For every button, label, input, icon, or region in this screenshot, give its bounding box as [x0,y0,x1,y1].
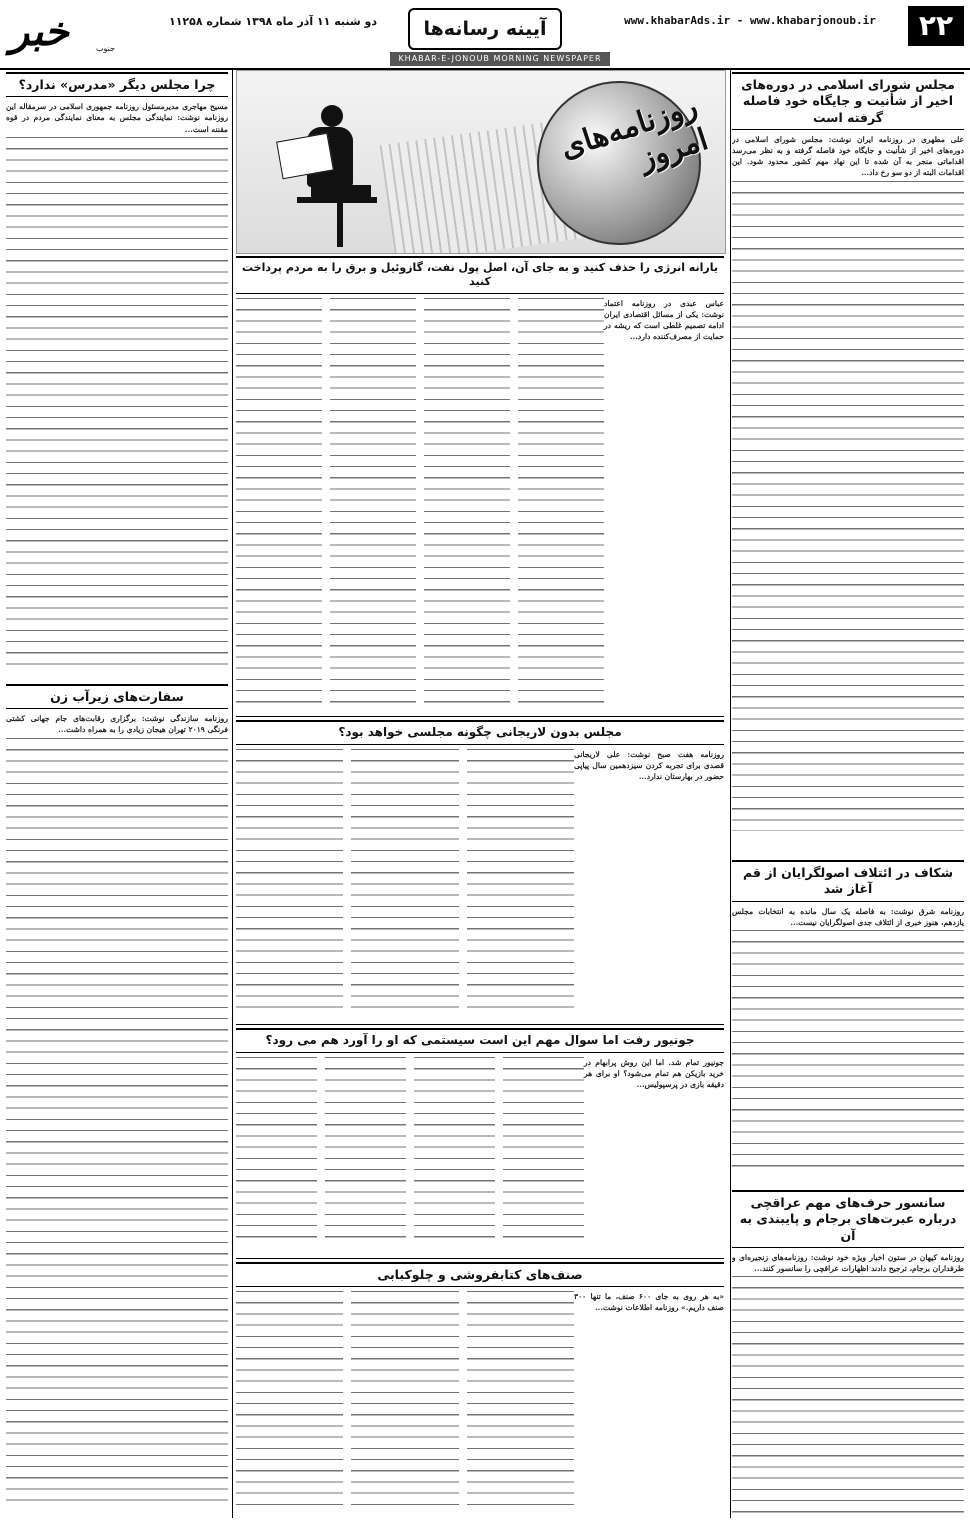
article-title: مجلس بدون لاریجانی چگونه مجلسی خواهد بود؟ [236,720,724,745]
article-left-bottom [6,684,228,1518]
article-title: مجلس شورای اسلامی در دوره‌های اخیر از شأنیت و جایگاه خود فاصله گرفته است [732,72,964,130]
row-divider [236,716,724,717]
article-body [732,1276,964,1518]
article-center-bottom [236,1262,724,1518]
article-title: شکاف در ائتلاف اصولگرایان از قم آغاز شد [732,860,964,902]
english-strap: KHABAR-E-JONOUB MORNING NEWSPAPER [390,52,610,66]
article-lead: علی مطهری در روزنامه ایران نوشت: مجلس شورای اسلامی در دوره‌های اخیر از شأنیت و جایگاه خود فاصله گرفته و به نظر می‌رسد اقداماتی منجر به آن شده تا این نهاد مهم کشور محدود شود. این اقدامات البته از دو سو رخ داد... [732,134,964,178]
article-title: سفارت‌های زیرآب زن [6,684,228,709]
issue-date: دو شنبه ۱۱ آذر ماه ۱۳۹۸ شماره ۱۱۲۵۸ [169,15,377,28]
article-lead: روزنامه شرق نوشت: به فاصله یک سال مانده به انتخابات مجلس یازدهم، هنوز خبری از ائتلاف جدی اصولگرایان نیست... [732,906,964,927]
logo-word: خبر [10,8,69,55]
page-number: ۲۲ [908,6,964,46]
row-divider [236,1258,724,1259]
logo-sub: جنوب [96,44,116,53]
article-left-top [6,72,228,680]
feature-graphic [236,70,726,254]
row-divider [236,1024,724,1025]
website-links[interactable]: www.khabarAds.ir - www.khabarjonoub.ir [624,14,876,27]
article-body [6,738,228,1508]
column-divider [232,70,233,1518]
article-lead: «به هر روی به جای ۶۰۰ صنف، ما تنها ۳۰۰ صنف داریم.» روزنامه اطلاعات نوشت... [574,1292,724,1313]
article-center-top [236,256,724,712]
article-title: سانسور حرف‌های مهم عراقچی درباره عبرت‌های برجام و پایبندی به آن [732,1190,964,1248]
article-lead: عباس عبدی در روزنامه اعتماد نوشت: یکی از مسائل اقتصادی ایران ادامه تصمیم غلطی است که ریشه در حمایت از مصرف‌کننده دارد... [604,298,724,342]
newspaper-logo [4,4,140,58]
article-center-lower [236,1028,724,1254]
article-lead: روزنامه سازندگی نوشت: برگزاری رقابت‌های جام جهانی کشتی فرنگی ۲۰۱۹ تهران هیجان زیادی را به همراه داشت... [6,714,228,735]
article-body [236,298,604,712]
masthead [0,0,970,70]
article-lead: روزنامه هفت صبح نوشت: علی لاریجانی قصدی برای تجربه کردن سیزدهمین سال پیاپی حضور در بهارستان ندارد... [574,749,724,781]
article-right-mid [732,860,964,1184]
article-right-top [732,72,964,856]
column-divider [730,70,731,1518]
article-body [236,1057,584,1245]
article-lead: جونیور تمام شد. اما این روش پرابهام در خرید بازیکن هم تمام می‌شود؟ او برای هر دقیقه بازی در پرسپولیس... [584,1057,724,1089]
article-center-mid [236,720,724,1020]
article-title: یارانه انرژی را حذف کنید و به جای آن، اصل پول نفت، گازوئیل و برق را به مردم پرداخت کنید [236,256,724,294]
article-body [732,930,964,1170]
reader-silhouette-icon [277,101,387,251]
feature-graphic-title: روزنامه‌های امروز [556,88,713,177]
article-body [6,137,228,667]
article-title: چرا مجلس دیگر «مدرس» ندارد؟ [6,72,228,97]
article-body [732,181,964,831]
article-title: جونیور رفت اما سوال مهم این است سیستمی که او را آورد هم می رود؟ [236,1028,724,1053]
article-lead: روزنامه کیهان در ستون اخبار ویژه خود نوشت: روزنامه‌های زنجیره‌ای و طرفداران برجام، ترجیح دادند اظهارات عراقچی را سانسور کنند... [732,1252,964,1273]
article-body [236,1291,574,1507]
article-right-bottom [732,1190,964,1518]
section-title: آیینه رسانه‌ها [408,8,562,50]
article-title: صنف‌های کتابفروشی و چلوکبابی [236,1262,724,1287]
article-lead: مسیح مهاجری مدیرمسئول روزنامه جمهوری اسلامی در سرمقاله این روزنامه نوشت: نمایندگی مجلس به معنای نمایندگی مردم در قوه مقننه است... [6,102,228,134]
article-body [236,749,574,1011]
